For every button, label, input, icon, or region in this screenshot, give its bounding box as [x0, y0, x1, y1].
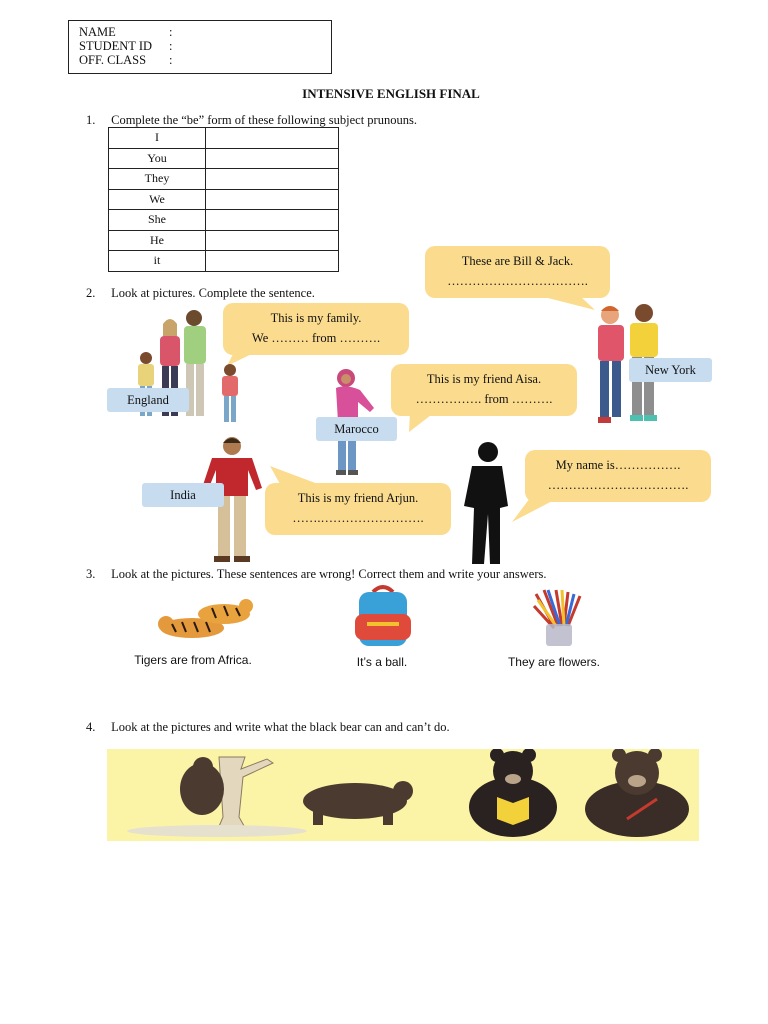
student-id-row [79, 39, 331, 53]
question-3 [86, 567, 547, 582]
name-label: NAME [79, 25, 116, 39]
question-1-number: 1. [86, 113, 96, 127]
place-label-marocco: Marocco [316, 417, 397, 441]
answer-cell[interactable] [206, 189, 339, 210]
table-row [109, 128, 339, 149]
bubble-line: This is my friend Arjun. [297, 491, 419, 505]
bubble-tail [270, 466, 320, 486]
bubble-answer-line: ……………. from ………. [415, 392, 553, 406]
speech-bubble-arjun [265, 483, 451, 535]
question-2-number: 2. [86, 286, 96, 300]
pronoun-cell: They [109, 169, 206, 190]
pronoun-cell: it [109, 251, 206, 272]
speech-bubble-family [223, 303, 409, 355]
bubble-tail [510, 498, 560, 528]
student-id-label: STUDENT ID [79, 39, 153, 53]
bubble-answer-line: ……………………………. [547, 478, 689, 492]
pronoun-cell: She [109, 210, 206, 231]
name-separator: : [169, 25, 173, 39]
black-bear-pictures [107, 749, 699, 841]
pens-in-cup-picture [530, 588, 586, 648]
question-3-text: Look at the pictures. These sentences are wrong! Correct them and write your answers. [111, 567, 547, 581]
question-2-text: Look at pictures. Complete the sentence. [111, 286, 315, 300]
caption-bag: It’s a ball. [356, 655, 408, 669]
be-form-table [108, 127, 339, 272]
question-2 [86, 286, 315, 301]
table-row [109, 251, 339, 272]
answer-cell[interactable] [206, 128, 339, 149]
backpack-picture [347, 584, 419, 650]
table-row [109, 230, 339, 251]
place-label-india: India [142, 483, 224, 507]
pronoun-cell: He [109, 230, 206, 251]
table-row [109, 148, 339, 169]
caption-pens: They are flowers. [507, 655, 601, 669]
answer-cell[interactable] [206, 210, 339, 231]
page-title: INTENSIVE ENGLISH FINAL [302, 86, 480, 101]
answer-cell[interactable] [206, 148, 339, 169]
question-3-number: 3. [86, 567, 96, 581]
answer-cell[interactable] [206, 230, 339, 251]
bubble-line: My name is……………. [555, 458, 681, 472]
tigers-picture [152, 592, 256, 644]
class-separator: : [169, 53, 173, 67]
table-row [109, 189, 339, 210]
silhouette-illustration [458, 440, 514, 568]
bear-scenes [107, 749, 699, 841]
speech-bubble-my-name [525, 450, 711, 502]
table-row [109, 210, 339, 231]
answer-cell[interactable] [206, 169, 339, 190]
student-info-box [68, 20, 332, 74]
speech-bubble-bill-jack [425, 246, 610, 298]
caption-tigers: Tigers are from Africa. [134, 653, 252, 667]
student-id-separator: : [169, 39, 173, 53]
question-1 [86, 113, 417, 128]
answer-cell[interactable] [206, 251, 339, 272]
bubble-line: This is my family. [270, 311, 362, 325]
pronoun-cell: We [109, 189, 206, 210]
class-label: OFF. CLASS [79, 53, 147, 67]
bubble-line: These are Bill & Jack. [461, 254, 574, 268]
question-4-text: Look at the pictures and write what the black bear can and can’t do. [111, 720, 450, 734]
place-label-england: England [107, 388, 189, 412]
bubble-answer-line: We ……… from ………. [251, 331, 381, 345]
pronoun-cell: You [109, 148, 206, 169]
bubble-answer-line: …….……………………. [292, 511, 424, 525]
table-row [109, 169, 339, 190]
speech-bubble-aisa [391, 364, 577, 416]
bubble-answer-line: ……………………………. [447, 274, 588, 288]
class-row [79, 53, 331, 67]
place-label-new-york: New York [629, 358, 712, 382]
pronoun-cell: I [109, 128, 206, 149]
bubble-line: This is my friend Aisa. [426, 372, 542, 386]
bubble-tail [395, 412, 440, 436]
name-row [79, 25, 331, 39]
question-1-text: Complete the “be” form of these following subject prunouns. [111, 113, 417, 127]
question-4-number: 4. [86, 720, 96, 734]
question-4 [86, 720, 450, 735]
